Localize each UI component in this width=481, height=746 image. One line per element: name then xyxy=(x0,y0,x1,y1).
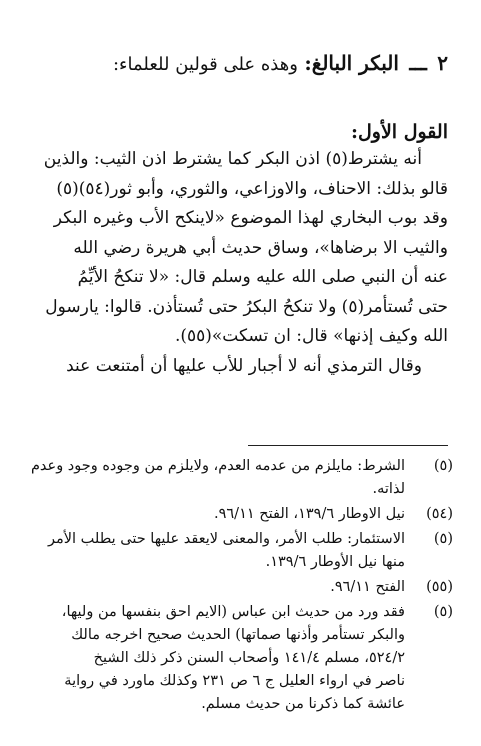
section-number: ٢ xyxy=(437,51,448,75)
paragraph-line: والثيب الا برضاها»، وساق حديث أبي هريرة رضي الله xyxy=(73,237,448,258)
paragraph-line: وقال الترمذي أنه لا أجبار للأب عليها أن أمتنعت عند xyxy=(66,355,422,376)
footnote-line: ٥٢٤/٢، مسلم ١٤١/٤ وأصحاب السنن ذكر ذلك الشيخ xyxy=(93,650,405,666)
footnote xyxy=(30,576,453,599)
footnote-line: ناصر في ارواء العليل ج ٦ ص ٢٣١ وكذلك ماورد في رواية xyxy=(64,673,405,689)
footnote-divider xyxy=(248,445,448,446)
footnote-line: الاستئمار: طلب الأمر، والمعنى لايعقد عليها حتى يطلب الأمر xyxy=(47,531,405,547)
section-term: البكر البالغ: xyxy=(304,51,399,75)
footnote-line: الشرط: مايلزم من عدمه العدم، ولايلزم من وجوده وجود وعدم xyxy=(30,458,405,474)
paragraph-line: عنه أن النبي صلى الله عليه وسلم قال: «لا تنكحُ الأيِّمُ xyxy=(77,267,448,287)
section-intro: وهذه على قولين للعلماء: xyxy=(112,54,298,75)
paragraph-line: قالو بذلك: الاحناف، والاوزاعي، والثوري، وأبو ثور(٥٤)(٥) xyxy=(56,178,448,199)
footnote-line: فقد ورد من حديث ابن عباس (الايم احق بنفسها من وليها، xyxy=(61,604,405,620)
footnote-mark: (٥٤) xyxy=(426,506,453,522)
paragraph-line: الله وكيف إذنها» قال: ان تسكت»(٥٥). xyxy=(174,326,448,346)
footnote xyxy=(30,528,453,574)
footnote xyxy=(30,455,453,501)
footnote-mark: (٥) xyxy=(433,604,453,620)
main-paragraph xyxy=(30,145,448,381)
footnote-line: عائشة كما ذكرنا من حديث مسلم. xyxy=(201,696,405,712)
footnote-mark: (٥) xyxy=(433,458,453,474)
footnote-line: لذاته. xyxy=(372,481,405,497)
paragraph-line: أنه يشترط(٥) اذن البكر كما يشترط اذن الثيب: والذين xyxy=(43,149,422,169)
paragraph-line: وقد بوب البخاري لهذا الموضوع «لاينكح الأب وغيره البكر xyxy=(53,208,448,228)
section-heading xyxy=(20,48,448,80)
footnote-line: الفتح ٩٦/١١. xyxy=(330,579,405,595)
footnote-line: نيل الاوطار ١٣٩/٦، الفتح ٩٦/١١. xyxy=(214,506,405,522)
footnotes xyxy=(30,455,453,718)
footnote-line: منها نيل الأوطار ١٣٩/٦. xyxy=(265,554,405,570)
first-opinion-heading: القول الأول: xyxy=(350,121,448,143)
footnote xyxy=(30,601,453,716)
footnote-line: والبكر تستأمر وأذنها صماتها) الحديث صحيح اخرجه مالك xyxy=(71,627,405,643)
heading-dash: ـــ xyxy=(409,51,427,75)
footnote-mark: (٥٥) xyxy=(426,579,453,595)
paragraph-line: حتى تُستأمر(٥) ولا تنكحُ البكرُ حتى تُستأذن. قالوا: يارسول xyxy=(45,296,448,317)
footnote-mark: (٥) xyxy=(433,531,453,547)
footnote xyxy=(30,503,453,526)
